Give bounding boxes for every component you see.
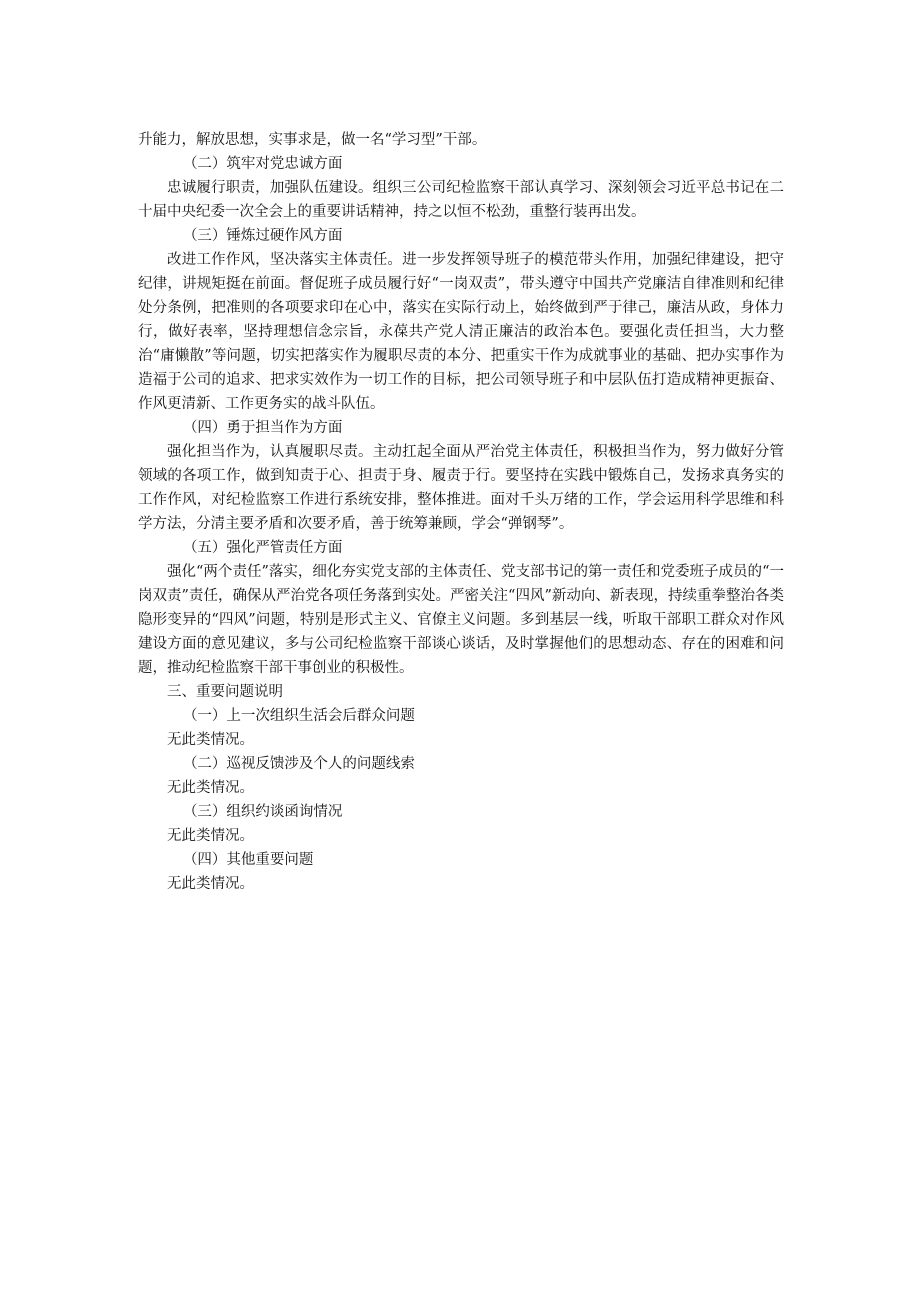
subheading-issue-4: （四）其他重要问题	[182, 852, 314, 868]
paragraph-responsibility: 强化担当作为，认真履职尽责。主动扛起全面从严治党主体责任，积极担当作为，努力做好分管领域的各项工作，做到知责于心、担责于身、履责于行。要坚持在实践中锻炼自己，发扬求真务实的工作作风，对纪检监察工作进行系统安排，整体推进。面对千头万绪的工作，学会运用科学思维和科学方法，分清主要矛盾和次要矛盾，善于统筹兼顾，学会“弹钢琴”。	[138, 444, 784, 532]
subheading-issue-1: （一）上一次组织生活会后群众问题	[182, 708, 415, 724]
paragraph-loyalty: 忠诚履行职责，加强队伍建设。组织三公司纪检监察干部认真学习、深刻领会习近平总书记在二十届中央纪委一次全会上的重要讲话精神，持之以恒不松劲，重整行装再出发。	[138, 180, 784, 220]
document-body	[138, 128, 784, 896]
paragraph-issue-3: 无此类情况。	[167, 828, 254, 844]
subheading-issue-2: （二）巡视反馈涉及个人的问题线索	[182, 756, 415, 772]
subheading-loyalty: （二）筑牢对党忠诚方面	[182, 156, 343, 172]
paragraph-continuation: 升能力，解放思想，实事求是，做一名“学习型”干部。	[138, 132, 487, 148]
paragraph-issue-1: 无此类情况。	[167, 732, 254, 748]
subheading-work-style: （三）锤炼过硬作风方面	[182, 228, 343, 244]
subheading-responsibility: （四）勇于担当作为方面	[182, 420, 343, 436]
subheading-strict-management: （五）强化严管责任方面	[182, 540, 343, 556]
subheading-issue-3: （三）组织约谈函询情况	[182, 804, 343, 820]
paragraph-work-style: 改进工作作风，坚决落实主体责任。进一步发挥领导班子的模范带头作用，加强纪律建设，把守纪律，讲规矩挺在前面。督促班子成员履行好“一岗双责”，带头遵守中国共产党廉洁自律准则和纪律处分条例，把准则的各项要求印在心中，落实在实际行动上，始终做到严于律己，廉洁从政，身体力行，做好表率，坚持理想信念宗旨，永葆共产党人清正廉洁的政治本色。要强化责任担当，大力整治“庸懒散”等问题，切实把落实作为履职尽责的本分、把重实干作为成就事业的基础、把办实事作为造福于公司的追求、把求实效作为一切工作的目标，把公司领导班子和中层队伍打造成精神更振奋、作风更清新、工作更务实的战斗队伍。	[138, 252, 784, 412]
paragraph-issue-2: 无此类情况。	[167, 780, 254, 796]
paragraph-issue-4: 无此类情况。	[167, 876, 254, 892]
paragraph-strict-management: 强化“两个责任”落实，细化夯实党支部的主体责任、党支部书记的第一责任和党委班子成员的“一岗双责”责任，确保从严治党各项任务落到实处。严密关注“四风”新动向、新表现，持续重拳整治各类隐形变异的“四风”问题，特别是形式主义、官僚主义问题。多到基层一线，听取干部职工群众对作风建设方面的意见建议，多与公司纪检监察干部谈心谈话，及时掌握他们的思想动态、存在的困难和问题，推动纪检监察干部干事创业的积极性。	[138, 564, 784, 676]
section-heading-important-issues: 三、重要问题说明	[167, 684, 283, 700]
